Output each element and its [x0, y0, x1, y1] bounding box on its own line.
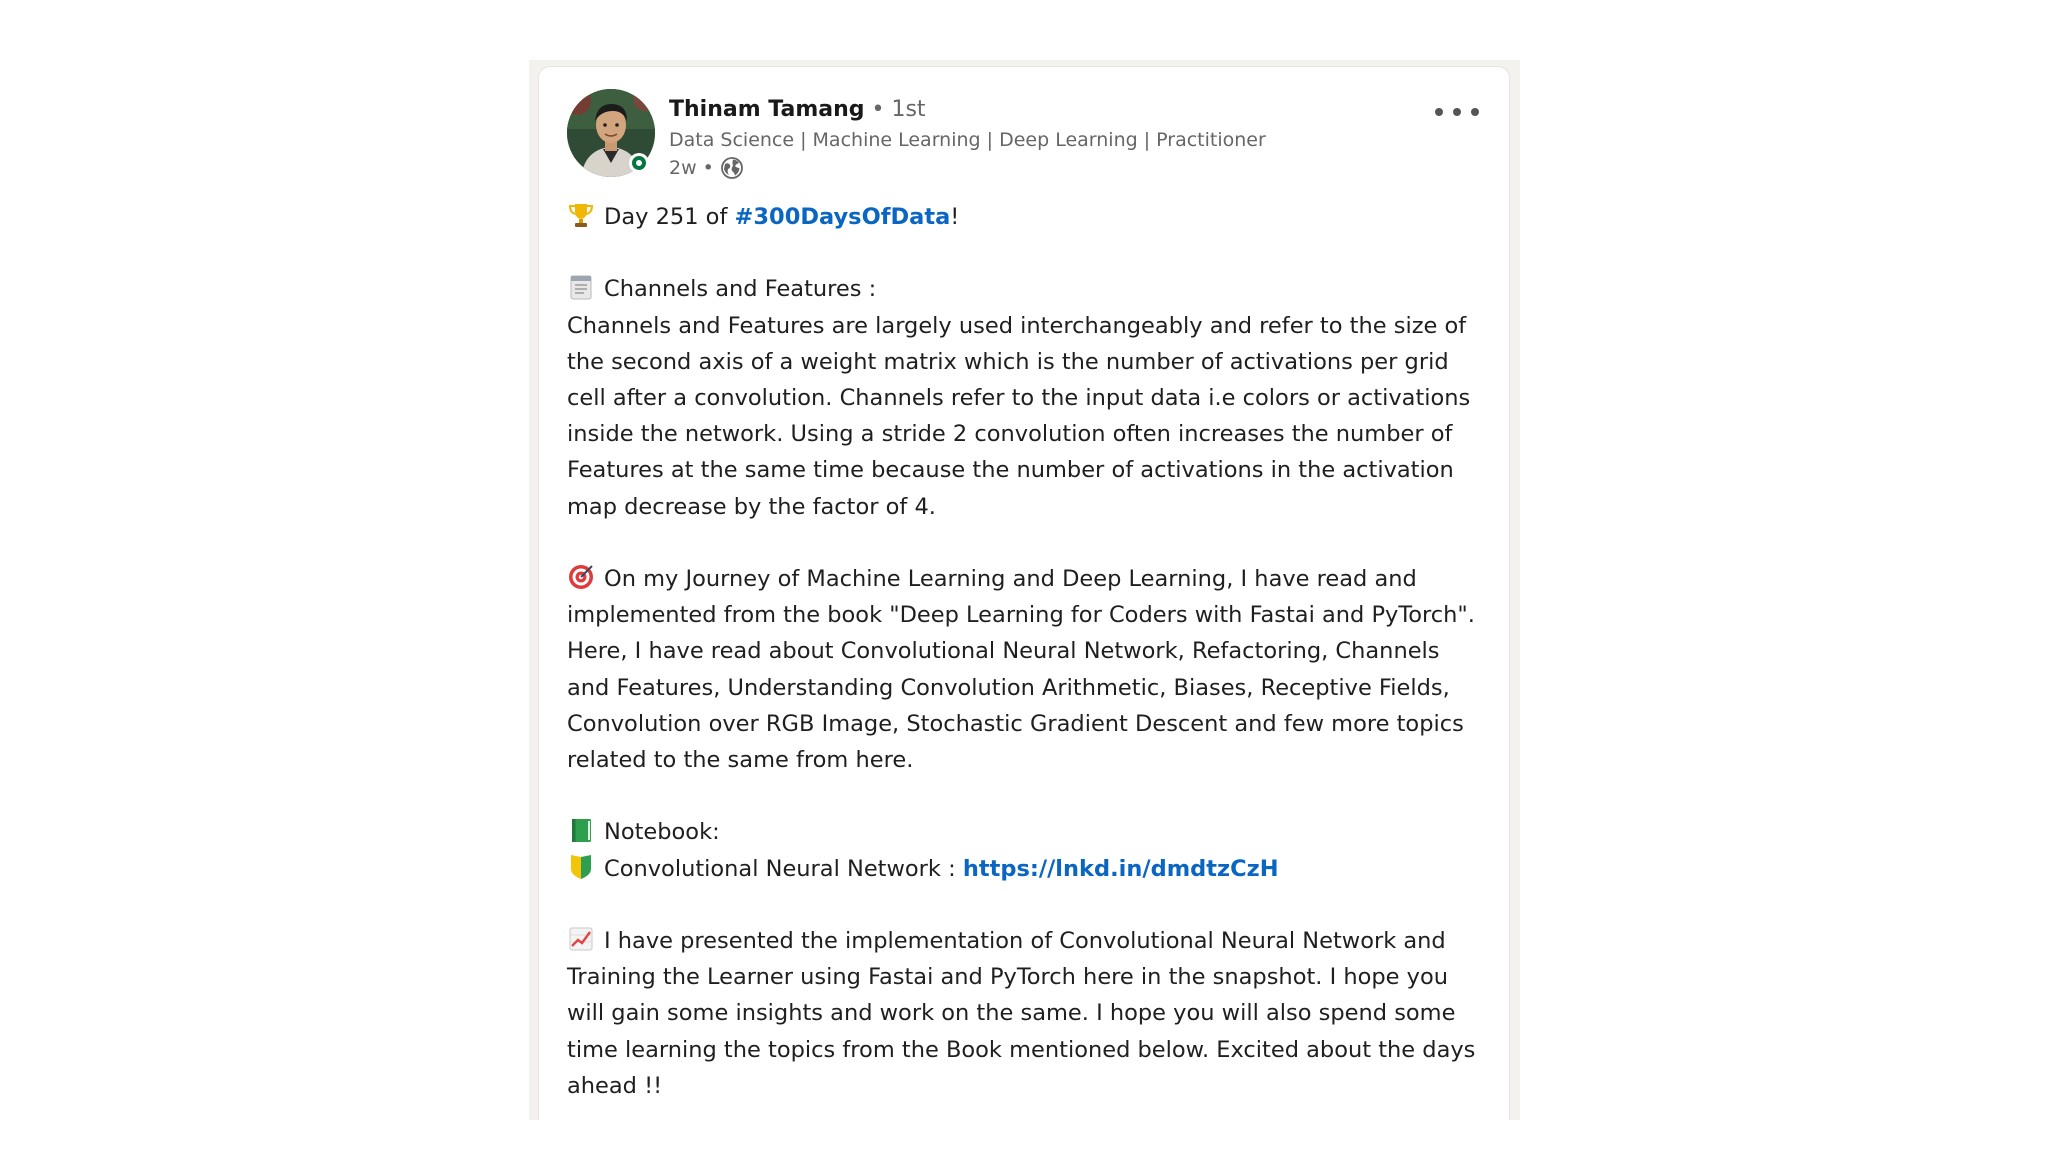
journey-paragraph: [567, 561, 1487, 778]
hashtag-link[interactable]: #300DaysOfData: [734, 204, 951, 230]
presentation-paragraph: [567, 923, 1487, 1104]
presentation-text: I have presented the implementation of Convolutional Neural Network and Training the Learner using Fastai and PyTorch here in the snapshot. I hope you will gain some insights and work on the same. I hope you will also spend some time learning the topics from the Book mentioned below. Excited about the days ahead !!: [567, 928, 1476, 1099]
target-icon: [567, 563, 595, 591]
post-time: 2w •: [669, 157, 714, 179]
day-suffix: !: [950, 204, 960, 230]
notebook-label: Notebook:: [604, 819, 720, 846]
online-status-icon: [629, 153, 649, 173]
post-body: [567, 199, 1487, 1104]
post-meta: [669, 155, 744, 181]
notebook-item-label: Convolutional Neural Network :: [604, 855, 963, 882]
day-line: [567, 199, 1487, 235]
trophy-icon: [567, 201, 595, 229]
notebook-line: [567, 814, 1487, 850]
notebook-item-line: [567, 851, 1487, 887]
green-book-icon: [567, 816, 595, 844]
post-card: [538, 66, 1510, 1120]
author-headline: Data Science | Machine Learning | Deep Learning | Practitioner: [669, 129, 1266, 151]
notebook-link[interactable]: https://lnkd.in/dmdtzCzH: [962, 855, 1279, 882]
globe-icon: [720, 156, 744, 180]
connection-degree: • 1st: [871, 97, 926, 122]
post-header: [567, 89, 1483, 189]
journey-text: On my Journey of Machine Learning and Deep Learning, I have read and implemented from the book "Deep Learning for Coders with Fastai and PyTorch". Here, I have read about Convolutional Neural Network, Refactoring, Channels and Features, Understanding Convolution Arithmetic, Biases, Receptive Fields, Convolution over RGB Image, Stochastic Gradient Descent and few more topics related to the same from here.: [567, 566, 1475, 774]
notepad-icon: [567, 273, 595, 301]
more-options-icon[interactable]: [1435, 97, 1479, 127]
section1-body: Channels and Features are largely used interchangeably and refer to the size of the second axis of a weight matrix which is the number of activations per grid cell after a convolution. Channels refer to the input data i.e colors or activations inside the network. Using a stride 2 convolution often increases the number of Features at the same time because the number of activations in the activation map decrease by the factor of 4.: [567, 312, 1471, 520]
section1-title: Channels and Features :: [604, 276, 877, 303]
author-name[interactable]: Thinam Tamang: [669, 97, 865, 122]
beginner-shield-icon: [567, 853, 595, 881]
chart-increasing-icon: [567, 925, 595, 953]
author-avatar[interactable]: [567, 89, 657, 179]
author-name-line: [669, 95, 926, 125]
section1-title-line: [567, 271, 1487, 307]
day-prefix: Day 251 of: [604, 204, 735, 230]
